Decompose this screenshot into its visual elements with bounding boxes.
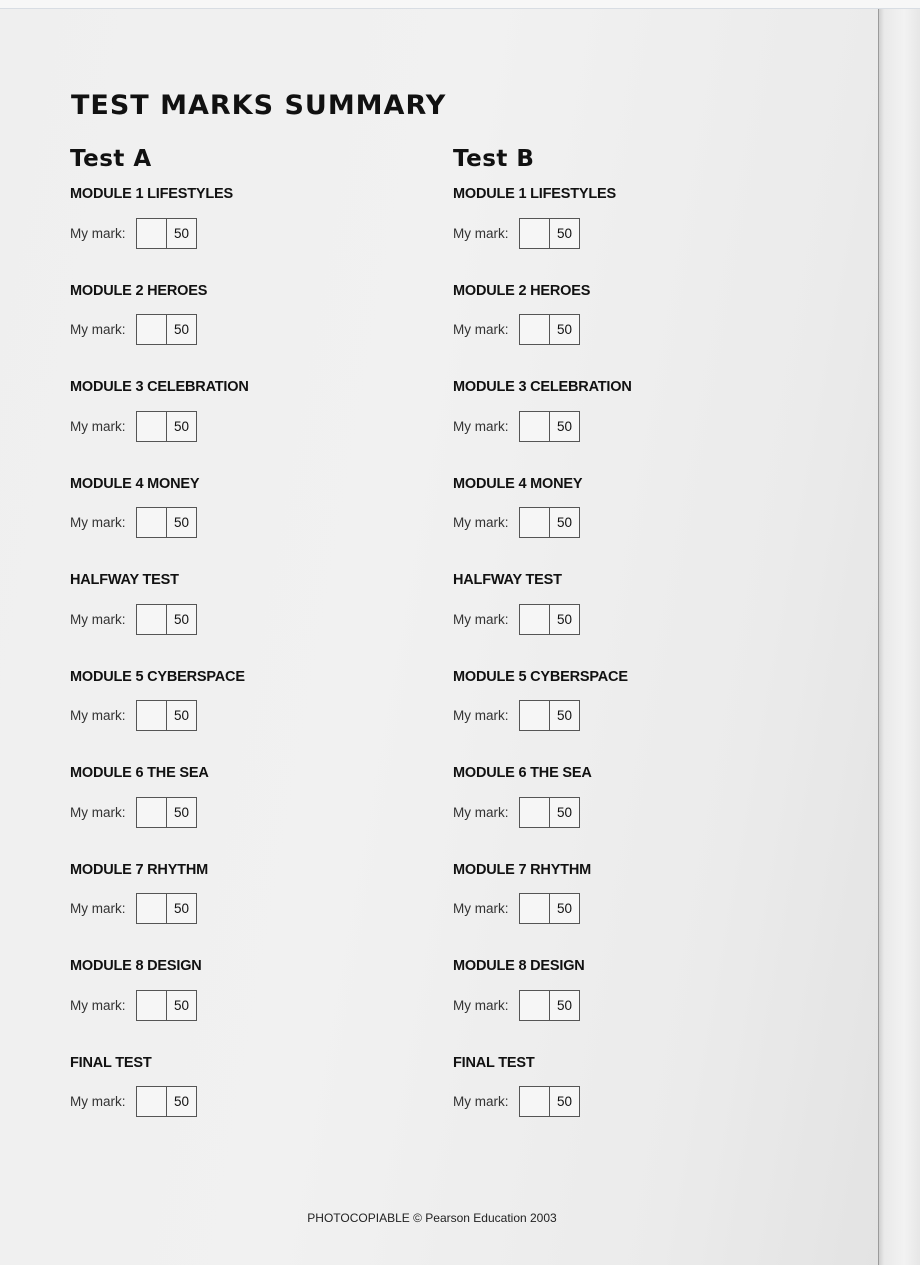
mark-box — [519, 314, 580, 345]
my-mark-label: My mark: — [70, 515, 126, 530]
mark-entry-field[interactable] — [520, 412, 550, 441]
mark-total: 50 — [556, 901, 573, 916]
mark-box — [519, 797, 580, 828]
test-b-column — [453, 145, 783, 1150]
mark-total: 50 — [173, 708, 190, 723]
my-mark-label: My mark: — [70, 225, 126, 241]
mark-row — [70, 894, 197, 924]
mark-row — [453, 315, 580, 345]
mark-entry-field[interactable] — [137, 315, 167, 344]
mark-box — [136, 797, 197, 828]
mark-entry-field[interactable] — [137, 701, 167, 730]
mark-box — [519, 507, 580, 538]
mark-entry-field[interactable] — [137, 219, 167, 248]
mark-row — [453, 604, 580, 634]
mark-row — [70, 508, 197, 538]
module-heading: MODULE 3 CELEBRATION — [70, 379, 249, 395]
module-heading: MODULE 5 CYBERSPACE — [70, 668, 245, 685]
mark-entry-field[interactable] — [137, 605, 167, 634]
mark-entry-field[interactable] — [520, 1087, 550, 1116]
my-mark-label: My mark: — [453, 708, 509, 723]
top-strip — [0, 0, 920, 9]
module-heading: HALFWAY TEST — [70, 572, 179, 588]
mark-row — [453, 797, 580, 827]
test-a-final-test — [70, 1054, 400, 1151]
mark-entry-field[interactable] — [520, 315, 550, 344]
test-b-module-7 — [453, 861, 783, 958]
mark-row — [453, 411, 580, 441]
test-b-halfway-test — [453, 571, 783, 668]
mark-row — [453, 701, 580, 731]
mark-total: 50 — [556, 1094, 573, 1109]
mark-box — [519, 1086, 580, 1117]
module-heading: HALFWAY TEST — [453, 572, 562, 588]
mark-total: 50 — [556, 708, 573, 723]
mark-entry-field[interactable] — [520, 605, 550, 634]
test-b-title: Test B — [453, 146, 535, 172]
module-heading: MODULE 7 RHYTHM — [453, 861, 591, 878]
my-mark-label: My mark: — [70, 708, 126, 723]
my-mark-label: My mark: — [70, 611, 126, 627]
mark-box — [136, 314, 197, 345]
test-b-module-5 — [453, 668, 783, 765]
mark-box — [136, 893, 197, 924]
test-b-module-8 — [453, 957, 783, 1054]
mark-row — [70, 701, 197, 731]
my-mark-label: My mark: — [70, 901, 126, 916]
my-mark-label: My mark: — [453, 611, 509, 627]
mark-box — [136, 990, 197, 1021]
mark-entry-field[interactable] — [137, 798, 167, 827]
test-b-module-6 — [453, 764, 783, 861]
module-heading: MODULE 4 MONEY — [70, 475, 200, 492]
test-a-module-1 — [70, 185, 400, 282]
mark-box — [136, 507, 197, 538]
mark-box — [519, 218, 580, 249]
test-a-module-4 — [70, 475, 400, 572]
mark-box — [136, 1086, 197, 1117]
mark-total: 50 — [556, 804, 573, 820]
mark-box — [136, 218, 197, 249]
module-heading: MODULE 3 CELEBRATION — [453, 379, 632, 395]
test-b-module-2 — [453, 282, 783, 379]
mark-row — [70, 315, 197, 345]
test-b-module-4 — [453, 475, 783, 572]
module-heading: MODULE 8 DESIGN — [70, 958, 202, 974]
mark-row — [453, 508, 580, 538]
mark-box — [519, 604, 580, 635]
my-mark-label: My mark: — [453, 418, 509, 434]
my-mark-label: My mark: — [453, 901, 509, 916]
module-heading: FINAL TEST — [453, 1054, 535, 1071]
mark-entry-field[interactable] — [520, 219, 550, 248]
my-mark-label: My mark: — [453, 322, 509, 337]
mark-box — [519, 411, 580, 442]
module-heading: MODULE 2 HEROES — [453, 282, 591, 299]
module-heading: FINAL TEST — [70, 1054, 152, 1071]
mark-row — [70, 990, 197, 1020]
my-mark-label: My mark: — [70, 1094, 126, 1109]
mark-box — [519, 990, 580, 1021]
test-b-module-1 — [453, 185, 783, 282]
mark-box — [136, 604, 197, 635]
my-mark-label: My mark: — [453, 804, 509, 820]
mark-entry-field[interactable] — [520, 991, 550, 1020]
my-mark-label: My mark: — [453, 225, 509, 241]
mark-entry-field[interactable] — [137, 412, 167, 441]
mark-box — [519, 700, 580, 731]
test-a-halfway-test — [70, 571, 400, 668]
mark-total: 50 — [173, 418, 190, 434]
test-b-module-3 — [453, 378, 783, 475]
mark-total: 50 — [173, 901, 190, 916]
test-a-module-3 — [70, 378, 400, 475]
mark-total: 50 — [173, 1094, 190, 1109]
module-heading: MODULE 2 HEROES — [70, 282, 208, 299]
test-a-module-8 — [70, 957, 400, 1054]
mark-total: 50 — [556, 997, 573, 1013]
mark-total: 50 — [173, 322, 190, 337]
my-mark-label: My mark: — [70, 804, 126, 820]
mark-row — [453, 990, 580, 1020]
module-heading: MODULE 5 CYBERSPACE — [453, 668, 628, 685]
module-heading: MODULE 7 RHYTHM — [70, 861, 208, 878]
my-mark-label: My mark: — [70, 997, 126, 1013]
mark-total: 50 — [556, 515, 573, 530]
test-a-module-6 — [70, 764, 400, 861]
mark-entry-field[interactable] — [137, 508, 167, 537]
test-b-final-test — [453, 1054, 783, 1151]
mark-total: 50 — [173, 611, 190, 627]
my-mark-label: My mark: — [453, 1094, 509, 1109]
my-mark-label: My mark: — [453, 515, 509, 530]
copyright-footer: PHOTOCOPIABLE © Pearson Education 2003 — [307, 1211, 557, 1225]
mark-row — [70, 604, 197, 634]
mark-total: 50 — [556, 611, 573, 627]
module-heading: MODULE 6 THE SEA — [70, 765, 209, 781]
mark-row — [70, 797, 197, 827]
module-heading: MODULE 1 LIFESTYLES — [453, 186, 616, 202]
my-mark-label: My mark: — [70, 418, 126, 434]
mark-entry-field[interactable] — [137, 991, 167, 1020]
my-mark-label: My mark: — [70, 322, 126, 337]
module-heading: MODULE 8 DESIGN — [453, 958, 585, 974]
mark-entry-field[interactable] — [137, 1087, 167, 1116]
test-a-module-5 — [70, 668, 400, 765]
mark-box — [136, 700, 197, 731]
mark-box — [519, 893, 580, 924]
test-a-column — [70, 145, 400, 1150]
mark-total: 50 — [173, 225, 190, 241]
mark-row — [453, 218, 580, 248]
mark-row — [453, 1087, 580, 1117]
mark-total: 50 — [556, 418, 573, 434]
test-a-module-2 — [70, 282, 400, 379]
test-a-title: Test A — [70, 146, 152, 172]
mark-total: 50 — [173, 804, 190, 820]
my-mark-label: My mark: — [453, 997, 509, 1013]
page-edge — [878, 0, 920, 1265]
page-title: TEST MARKS SUMMARY — [71, 90, 447, 121]
module-heading: MODULE 4 MONEY — [453, 475, 583, 492]
mark-entry-field[interactable] — [520, 508, 550, 537]
mark-total: 50 — [173, 997, 190, 1013]
module-heading: MODULE 1 LIFESTYLES — [70, 186, 233, 202]
mark-entry-field[interactable] — [520, 701, 550, 730]
mark-row — [70, 411, 197, 441]
test-a-module-7 — [70, 861, 400, 958]
mark-total: 50 — [556, 322, 573, 337]
mark-entry-field[interactable] — [520, 894, 550, 923]
mark-row — [453, 894, 580, 924]
mark-entry-field[interactable] — [137, 894, 167, 923]
mark-total: 50 — [556, 225, 573, 241]
mark-box — [136, 411, 197, 442]
mark-total: 50 — [173, 515, 190, 530]
mark-row — [70, 1087, 197, 1117]
mark-entry-field[interactable] — [520, 798, 550, 827]
mark-row — [70, 218, 197, 248]
module-heading: MODULE 6 THE SEA — [453, 765, 592, 781]
